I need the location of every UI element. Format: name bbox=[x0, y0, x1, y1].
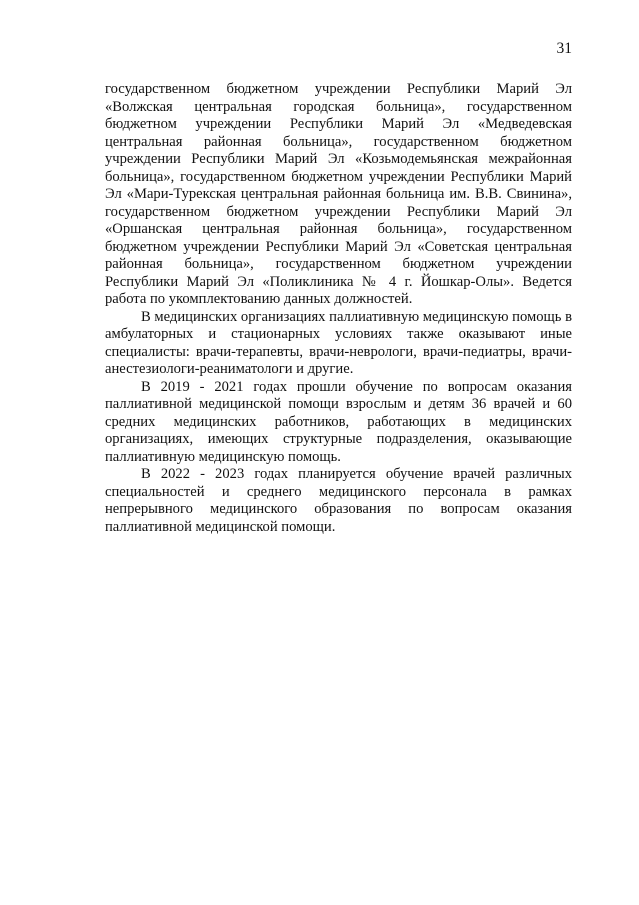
paragraph-medical-institutions-list: государственном бюджетном учреждении Республики Марий Эл «Волжская центральная городская больница», государственном бюджетном учреждении Республики Марий Эл «Медведевская центральная районная больница», государственном бюджетном учреждении Республики Марий Эл «Козьмодемьянская межрайонная больница», государственном бюджетном учреждении Республики Марий Эл «Мари-Турекская центральная районная больница им. В.В. Свинина», государственном бюджетном учреждении Республики Марий Эл «Оршанская центральная районная больница», государственном бюджетном учреждении Республики Марий Эл «Советская центральная районная больница», государственном бюджетном учреждении Республики Марий Эл «Поликлиника № 4 г. Йошкар-Олы». Ведется работа по укомплектованию данных должностей. bbox=[105, 81, 572, 307]
document-body bbox=[105, 81, 572, 536]
paragraph-training-2019-2021: В 2019 - 2021 годах прошли обучение по вопросам оказания паллиативной медицинской помощи взрослым и детям 36 врачей и 60 средних медицинских работников, работающих в медицинских организациях, имеющих структурные подразделения, оказывающие паллиативную медицинскую помощь. bbox=[105, 378, 572, 465]
page-number: 31 bbox=[556, 40, 572, 57]
paragraph-training-plan-2022-2023: В 2022 - 2023 годах планируется обучение врачей различных специальностей и среднего медицинского персонала в рамках непрерывного медицинского образования по вопросам оказания паллиативной медицинской помощи. bbox=[105, 466, 572, 535]
paragraph-other-specialists: В медицинских организациях паллиативную медицинскую помощь в амбулаторных и стационарных условиях также оказывают иные специалисты: врачи-терапевты, врачи-неврологи, врачи-педиатры, врачи-анестезиологи-реаниматологи и другие. bbox=[105, 308, 572, 377]
